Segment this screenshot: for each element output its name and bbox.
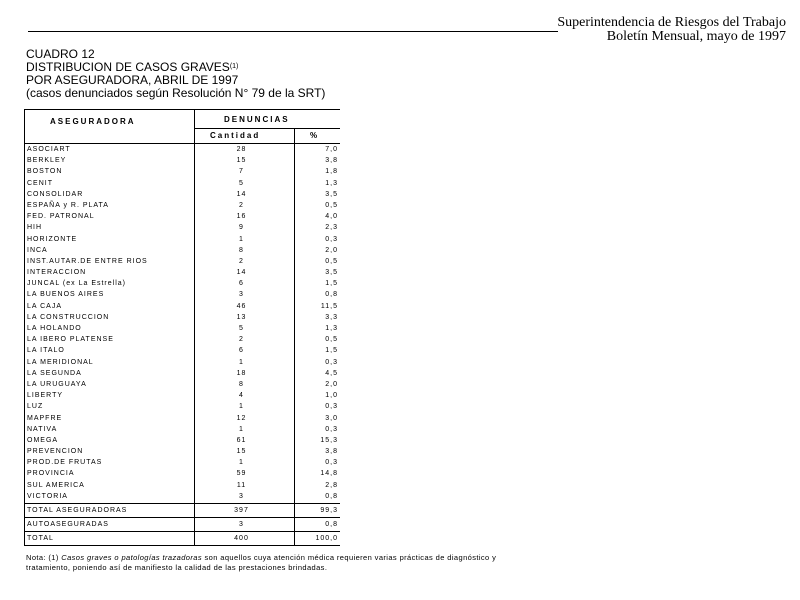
footnote-term: Casos graves o patologías trazadoras [61, 553, 202, 562]
row-pct: 2,0 [325, 246, 338, 254]
table-subtitle: (casos denunciados según Resolución N° 79 de la SRT) [26, 86, 326, 100]
row-pct: 11,5 [320, 302, 338, 310]
row-pct: 1,5 [325, 280, 338, 288]
row-qty: 12 [236, 414, 247, 422]
row-qty: 59 [236, 470, 247, 478]
row-name: AUTOASEGURADAS [27, 521, 109, 528]
row-name: LIBERTY [27, 392, 64, 400]
table-row [24, 334, 340, 345]
table-row [24, 155, 340, 166]
row-name: HORIZONTE [27, 235, 78, 243]
row-pct: 1,8 [325, 168, 338, 176]
row-qty: 1 [239, 358, 244, 366]
header-bulletin: Boletín Mensual, mayo de 1997 [606, 29, 786, 44]
row-qty: 2 [239, 336, 244, 344]
row-qty: 15 [236, 157, 247, 165]
row-qty: 3 [239, 521, 244, 528]
table-row [24, 323, 340, 334]
row-name: LA HOLANDO [27, 325, 82, 332]
col-header-qty: Cantidad [210, 131, 261, 140]
row-pct: 3,8 [325, 157, 338, 165]
row-name: LA CAJA [27, 302, 63, 310]
row-name: PROD.DE FRUTAS [27, 459, 103, 467]
table-body-bottom-line [24, 503, 340, 504]
row-pct: 0,8 [325, 492, 338, 500]
row-qty: 14 [236, 190, 247, 198]
row-name: SUL AMERICA [27, 481, 85, 489]
row-qty: 8 [239, 246, 244, 254]
table-row [24, 189, 340, 200]
table-row [24, 166, 340, 177]
row-pct: 3,0 [325, 414, 338, 422]
table-row [24, 256, 340, 267]
row-qty: 18 [236, 369, 247, 377]
grand-total-row [24, 533, 340, 545]
row-pct: 0,3 [325, 425, 338, 433]
row-name: LA CONSTRUCCION [27, 313, 110, 321]
row-qty: 61 [236, 436, 247, 444]
row-pct: 4,0 [325, 213, 338, 221]
row-qty: 11 [236, 481, 247, 489]
row-pct: 0,8 [325, 521, 338, 528]
col-header-insurer: ASEGURADORA [50, 117, 136, 126]
table-total-sep-2 [24, 531, 340, 532]
row-name: FED. PATRONAL [27, 213, 95, 221]
row-qty: 8 [239, 380, 244, 388]
row-pct: 0,3 [325, 459, 338, 467]
table-row [24, 289, 340, 300]
header-org: Superintendencia de Riesgos del Trabajo [557, 15, 786, 30]
row-pct: 1,0 [325, 392, 338, 400]
table-row [24, 390, 340, 401]
table-row [24, 468, 340, 479]
table-row [24, 446, 340, 457]
row-pct: 7,0 [325, 146, 338, 153]
total-insurers-row [24, 505, 340, 517]
row-name: INCA [27, 246, 48, 254]
table-row [24, 357, 340, 368]
row-name: PROVINCIA [27, 470, 75, 478]
row-name: TOTAL [27, 535, 54, 542]
footnote-ref: (1) [229, 63, 239, 70]
row-name: TOTAL ASEGURADORAS [27, 507, 128, 514]
row-qty: 46 [236, 302, 247, 310]
row-pct: 0,5 [325, 257, 338, 265]
self-insured-row [24, 519, 340, 531]
row-pct: 0,5 [325, 336, 338, 344]
table-row [24, 178, 340, 189]
row-qty: 397 [234, 507, 249, 514]
row-name: LA ITALO [27, 347, 65, 355]
row-name: LA SEGUNDA [27, 369, 82, 377]
row-qty: 3 [239, 291, 244, 299]
table-top-border [24, 109, 340, 110]
row-qty: 1 [239, 403, 244, 411]
row-name: INTERACCION [27, 269, 87, 277]
row-pct: 14,8 [320, 470, 338, 478]
row-pct: 1,5 [325, 347, 338, 355]
row-qty: 6 [239, 347, 244, 355]
row-pct: 3,3 [325, 313, 338, 321]
row-name: LA URUGUAYA [27, 380, 87, 388]
row-pct: 0,3 [325, 403, 338, 411]
table-row [24, 222, 340, 233]
row-name: CENIT [27, 179, 53, 187]
row-qty: 7 [239, 168, 244, 176]
col-header-pct: % [310, 131, 320, 140]
table-row [24, 368, 340, 379]
row-qty: 15 [236, 448, 247, 456]
row-qty: 5 [239, 179, 244, 187]
data-table [24, 109, 340, 546]
row-qty: 1 [239, 235, 244, 243]
table-title-line2: DISTRIBUCION DE CASOS GRAVES$^{(1)}$ [26, 60, 239, 74]
row-pct: 100,0 [315, 535, 338, 542]
row-pct: 0,5 [325, 201, 338, 209]
table-row [24, 211, 340, 222]
table-header-mid-line [194, 128, 340, 129]
row-qty: 13 [236, 313, 247, 321]
header-divider [28, 31, 558, 32]
table-body [24, 144, 340, 502]
row-name: CONSOLIDAR [27, 190, 84, 198]
row-pct: 2,0 [325, 380, 338, 388]
row-qty: 28 [236, 146, 247, 153]
table-row [24, 312, 340, 323]
title-block [26, 48, 325, 100]
row-name: LA BUENOS AIRES [27, 291, 105, 299]
row-pct: 2,3 [325, 224, 338, 232]
row-name: BOSTON [27, 168, 63, 176]
row-qty: 2 [239, 257, 244, 265]
row-name: INST.AUTAR.DE ENTRE RIOS [27, 257, 148, 265]
row-name: PREVENCION [27, 448, 84, 456]
row-qty: 2 [239, 201, 244, 209]
table-row [24, 424, 340, 435]
table-title-line3: POR ASEGURADORA, ABRIL DE 1997 [26, 73, 239, 87]
row-name: ESPAÑA y R. PLATA [27, 201, 109, 209]
footnote: Nota: (1) Casos graves o patologías trazadoras son aquellos cuya atención médica requieren varias prácticas de diagnóstico y tratamiento, poniendo así de manifiesto la calidad de las prestaciones brindadas. [26, 553, 497, 572]
row-qty: 4 [239, 392, 244, 400]
row-qty: 1 [239, 459, 244, 467]
table-total-sep-1 [24, 517, 340, 518]
row-qty: 9 [239, 224, 244, 232]
row-name: MAPFRE [27, 414, 63, 422]
table-row [24, 144, 340, 155]
table-row [24, 267, 340, 278]
col-header-denuncias: DENUNCIAS [224, 115, 290, 124]
row-pct: 1,3 [325, 325, 338, 332]
table-row [24, 379, 340, 390]
row-pct: 0,8 [325, 291, 338, 299]
table-row [24, 401, 340, 412]
row-name: LA MERIDIONAL [27, 358, 94, 366]
table-row [24, 413, 340, 424]
row-pct: 15,3 [320, 436, 338, 444]
row-name: BERKLEY [27, 157, 67, 165]
table-row [24, 301, 340, 312]
row-pct: 2,8 [325, 481, 338, 489]
row-pct: 1,3 [325, 179, 338, 187]
table-row [24, 200, 340, 211]
row-name: VICTORIA [27, 492, 68, 500]
row-pct: 0,3 [325, 358, 338, 366]
header-right [557, 16, 786, 44]
row-name: LUZ [27, 403, 44, 411]
table-row [24, 245, 340, 256]
table-row [24, 480, 340, 491]
row-name: ASOCIART [27, 146, 71, 153]
table-row [24, 345, 340, 356]
row-qty: 16 [236, 213, 247, 221]
row-pct: 99,3 [320, 507, 338, 514]
row-pct: 3,5 [325, 190, 338, 198]
table-row [24, 457, 340, 468]
table-bottom-border [24, 545, 340, 546]
row-qty: 1 [239, 425, 244, 433]
table-row [24, 278, 340, 289]
row-pct: 4,5 [325, 369, 338, 377]
row-qty: 6 [239, 280, 244, 288]
row-name: LA IBERO PLATENSE [27, 336, 114, 344]
row-qty: 3 [239, 492, 244, 500]
row-pct: 3,8 [325, 448, 338, 456]
row-qty: 5 [239, 325, 244, 332]
table-number: CUADRO 12 [26, 47, 95, 61]
row-qty: 400 [234, 535, 249, 542]
row-pct: 0,3 [325, 235, 338, 243]
row-name: JUNCAL (ex La Estrella) [27, 280, 126, 288]
row-name: NATIVA [27, 425, 58, 433]
table-row [24, 491, 340, 502]
row-pct: 3,5 [325, 269, 338, 277]
row-name: HIH [27, 224, 43, 232]
table-row [24, 234, 340, 245]
table-row [24, 435, 340, 446]
row-qty: 14 [236, 269, 247, 277]
row-name: OMEGA [27, 436, 59, 444]
